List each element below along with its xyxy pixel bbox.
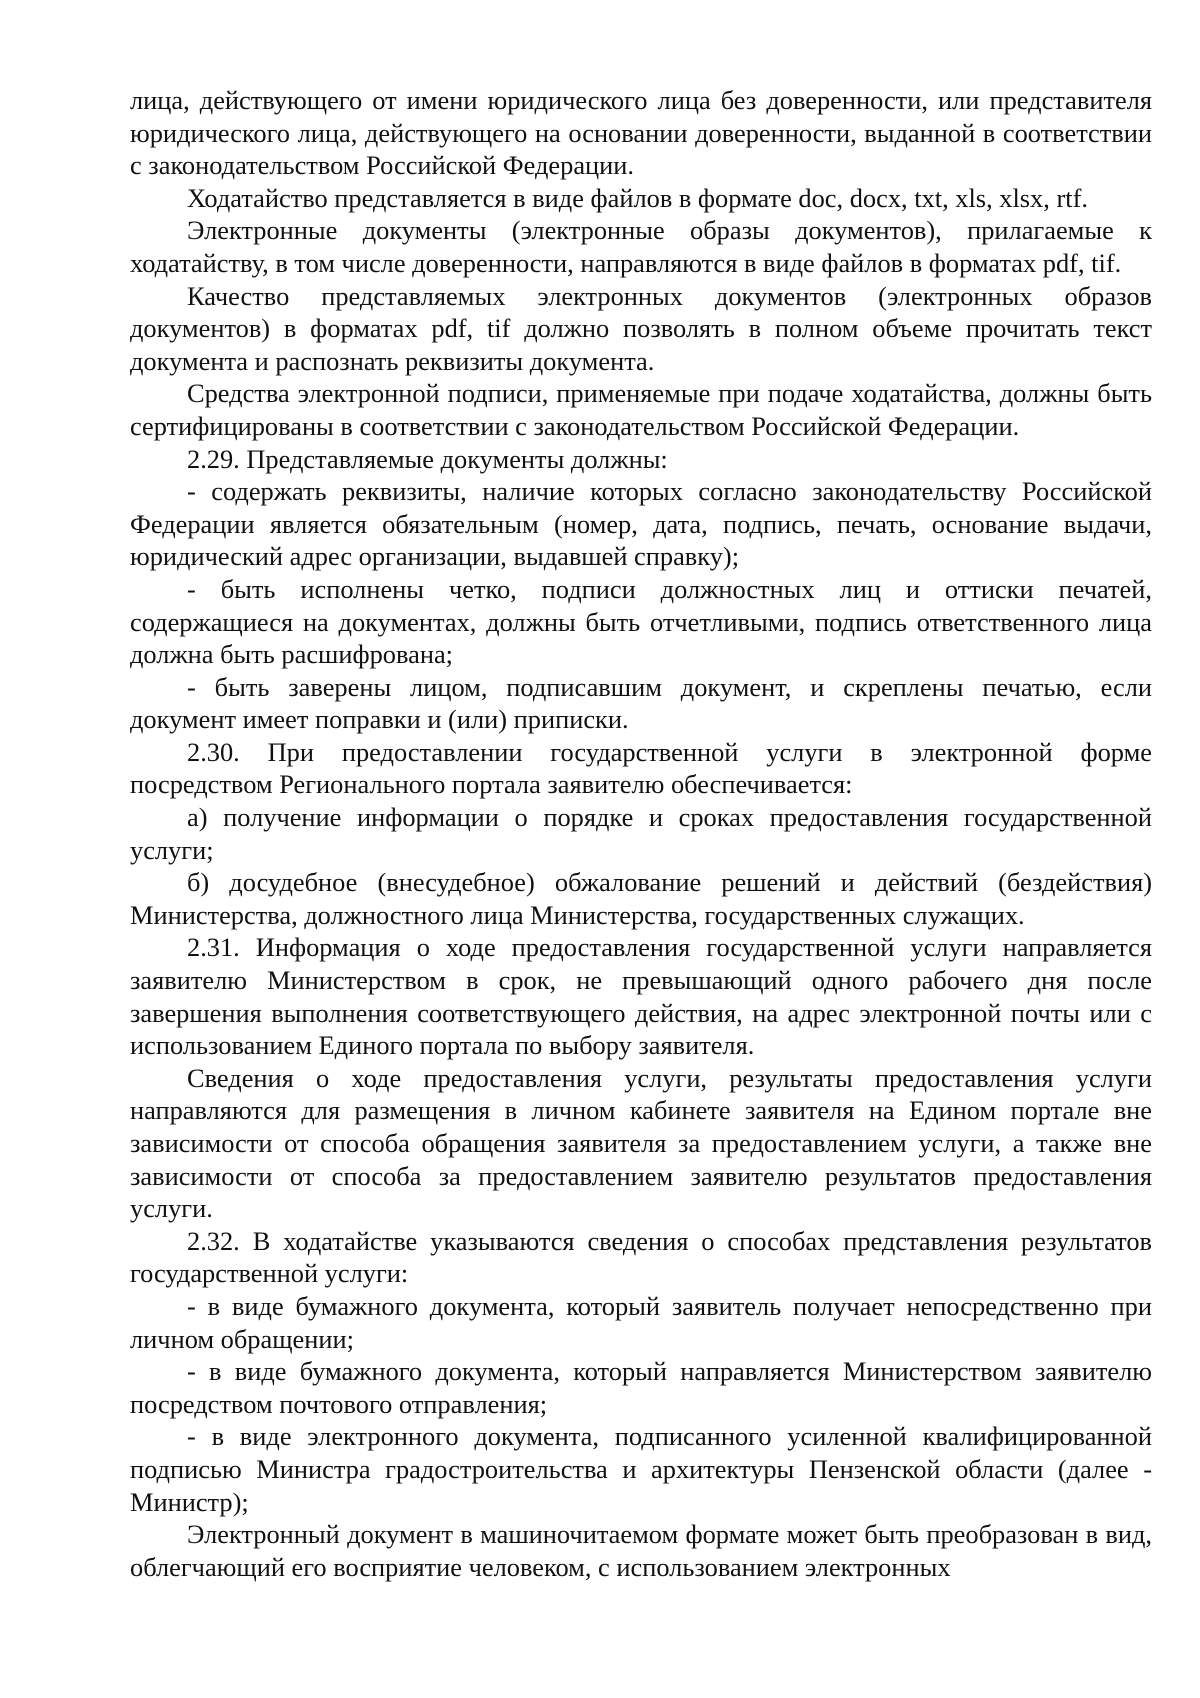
paragraph-machine-readable: Электронный документ в машиночитаемом формате может быть преобразован в вид, облегчающий его восприятие человеком, с использованием электронных xyxy=(130,1519,1152,1582)
list-item-paper-in-person: - в виде бумажного документа, который заявитель получает непосредственно при личном обращении; xyxy=(130,1290,1152,1354)
paragraph-section-2-32: 2.32. В ходатайстве указываются сведения о способах представления результатов государственной услуги: xyxy=(130,1225,1152,1289)
paragraph-electronic-documents: Электронные документы (электронные образы документов), прилагаемые к ходатайству, в том числе доверенности, направляются в виде файлов в форматах pdf, tif. xyxy=(130,215,1152,278)
list-item-requisites: - содержать реквизиты, наличие которых согласно законодательству Российской Федерации является обязательным (номер, дата, подпись, печать, основание выдачи, юридический адрес организации, выдавшей справку); xyxy=(130,476,1152,572)
paragraph-continuation: лица, действующего от имени юридического лица без доверенности, или представителя юридического лица, действующего на основании доверенности, выданной в соответствии с законодательством Российской Федерации. xyxy=(130,85,1152,181)
paragraph-section-2-30: 2.30. При предоставлении государственной услуги в электронной форме посредством Регионального портала заявителю обеспечивается: xyxy=(130,736,1152,800)
paragraph-progress-info: Сведения о ходе предоставления услуги, результаты предоставления услуги направляются для размещения в личном кабинете заявителя на Едином портале вне зависимости от способа обращения заявителя за предоставлением услуги, а также вне зависимости от способа за предоставлением заявителю результатов предоставления услуги. xyxy=(130,1062,1152,1224)
list-item-clearly-executed: - быть исполнены четко, подписи должностных лиц и оттиски печатей, содержащиеся на документах, должны быть отчетливыми, подпись ответственного лица должна быть расшифрована; xyxy=(130,573,1152,670)
list-item-certified: - быть заверены лицом, подписавшим документ, и скреплены печатью, если документ имеет поправки и (или) приписки. xyxy=(130,671,1152,735)
paragraph-signature-tools: Средства электронной подписи, применяемые при подаче ходатайства, должны быть сертифицированы в соответствии с законодательством Российской Федерации. xyxy=(130,378,1152,441)
paragraph-section-2-29: 2.29. Представляемые документы должны: xyxy=(187,443,668,474)
paragraph-section-2-31: 2.31. Информация о ходе предоставления государственной услуги направляется заявителю Министерством в срок, не превышающий одного рабочего дня после завершения выполнения соответствующего действия, на адрес электронной почты или с использованием Единого портала по выбору заявителя. xyxy=(130,932,1152,1061)
list-item-a-information: а) получение информации о порядке и сроках предоставления государственной услуги; xyxy=(130,802,1152,865)
list-item-electronic-signed: - в виде электронного документа, подписанного усиленной квалифицированной подписью Министра градостроительства и архитектуры Пензенской области (далее - Министр); xyxy=(130,1421,1152,1517)
paragraph-request-formats: Ходатайство представляется в виде файлов в формате doc, docx, txt, xls, xlsx, rtf. xyxy=(187,182,1088,213)
list-item-paper-by-mail: - в виде бумажного документа, который направляется Министерством заявителю посредством почтового отправления; xyxy=(130,1356,1152,1419)
paragraph-document-quality: Качество представляемых электронных документов (электронных образов документов) в форматах pdf, tif должно позволять в полном объеме прочитать текст документа и распознать реквизиты документа. xyxy=(130,280,1152,376)
document-page xyxy=(130,84,1152,1583)
list-item-b-appeal: б) досудебное (внесудебное) обжалование решений и действий (бездействия) Министерства, должностного лица Министерства, государственных служащих. xyxy=(130,867,1152,930)
